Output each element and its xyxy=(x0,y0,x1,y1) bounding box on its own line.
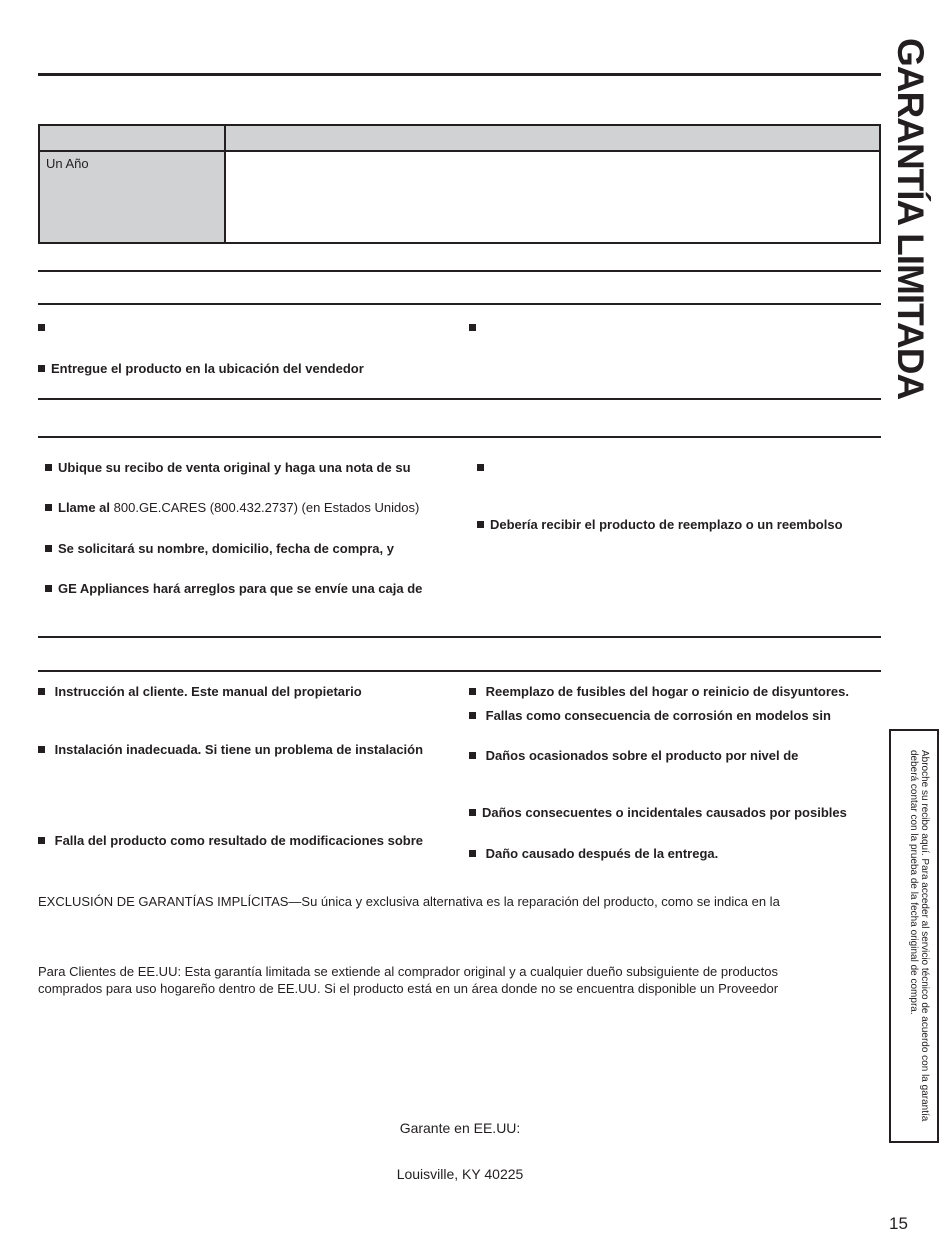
section3-left-item: Falla del producto como resultado de modificaciones sobre xyxy=(38,833,423,849)
top-rule xyxy=(38,73,881,76)
us-clients-line-1: Para Clientes de EE.UU: Esta garantía limitada se extiende al comprador original y a cualquier dueño subsiguiente de productos xyxy=(38,964,778,979)
section1-bullet-right xyxy=(469,320,482,336)
section2-left-item: GE Appliances hará arreglos para que se envíe una caja de xyxy=(45,581,422,597)
us-clients-line-2: comprados para uso hogareño dentro de EE.UU. Si el producto está en un área donde no se encuentra disponible un Proveedor xyxy=(38,981,779,996)
receipt-note: Abroche su recibo aquí. Para acceder al servicio técnico de acuerdo con la garantía deberá contar con la prueba de la fecha original de compra. xyxy=(908,750,930,1122)
bullet-icon xyxy=(38,688,45,695)
warrantor-city: Louisville, KY 40225 xyxy=(396,1166,524,1182)
bullet-icon xyxy=(38,365,45,372)
section3-right-item: Reemplazo de fusibles del hogar o reinicio de disyuntores. xyxy=(469,684,849,700)
bullet-icon xyxy=(45,545,52,552)
bullet-icon xyxy=(469,688,476,695)
page-number: 15 xyxy=(889,1214,908,1233)
side-title: GARANTÍA LIMITADA xyxy=(890,38,931,400)
bullet-icon xyxy=(38,837,45,844)
section2-left-item: Se solicitará su nombre, domicilio, fecha de compra, y xyxy=(45,541,394,557)
bullet-icon xyxy=(469,809,476,816)
section3-right-item: Daños ocasionados sobre el producto por nivel de xyxy=(469,748,798,764)
exclusion-paragraph: EXCLUSIÓN DE GARANTÍAS IMPLÍCITAS—Su única y exclusiva alternativa es la reparación del producto, como se indica en la xyxy=(38,894,780,909)
section3-rule-2 xyxy=(38,670,881,672)
section2-rule xyxy=(38,398,881,400)
section2-rule-2 xyxy=(38,436,881,438)
bullet-icon xyxy=(469,324,476,331)
section2-left-item: Llame al 800.GE.CARES (800.432.2737) (en Estados Unidos) xyxy=(45,500,419,516)
bullet-icon xyxy=(477,464,484,471)
section3-right-item: Fallas como consecuencia de corrosión en modelos sin xyxy=(469,708,831,724)
section1-bullet-full: Entregue el producto en la ubicación del vendedor xyxy=(38,361,364,377)
section3-rule xyxy=(38,636,881,638)
section2-right-item: Debería recibir el producto de reemplazo o un reembolso xyxy=(477,517,843,533)
bullet-icon xyxy=(38,324,45,331)
section3-left-item: Instrucción al cliente. Este manual del propietario xyxy=(38,684,362,700)
warrantor-label: Garante en EE.UU: xyxy=(399,1120,521,1136)
bullet-icon xyxy=(45,464,52,471)
bullet-icon xyxy=(477,521,484,528)
section1-rule xyxy=(38,270,881,272)
bullet-icon xyxy=(469,712,476,719)
section3-left-item: Instalación inadecuada. Si tiene un problema de instalación xyxy=(38,742,423,758)
warranty-table xyxy=(38,124,881,244)
section2-right-item xyxy=(477,460,490,476)
section1-rule-2 xyxy=(38,303,881,305)
bullet-icon xyxy=(469,752,476,759)
bullet-icon xyxy=(45,585,52,592)
bullet-icon xyxy=(469,850,476,857)
table-header xyxy=(40,126,879,152)
bullet-icon xyxy=(45,504,52,511)
section1-bullet-left xyxy=(38,320,51,336)
warranty-period: Un Año xyxy=(46,156,89,171)
section2-left-item: Ubique su recibo de venta original y haga una nota de su xyxy=(45,460,411,476)
section3-right-item: Daños consecuentes o incidentales causados por posibles xyxy=(469,805,847,821)
section3-right-item: Daño causado después de la entrega. xyxy=(469,846,718,862)
bullet-icon xyxy=(38,746,45,753)
